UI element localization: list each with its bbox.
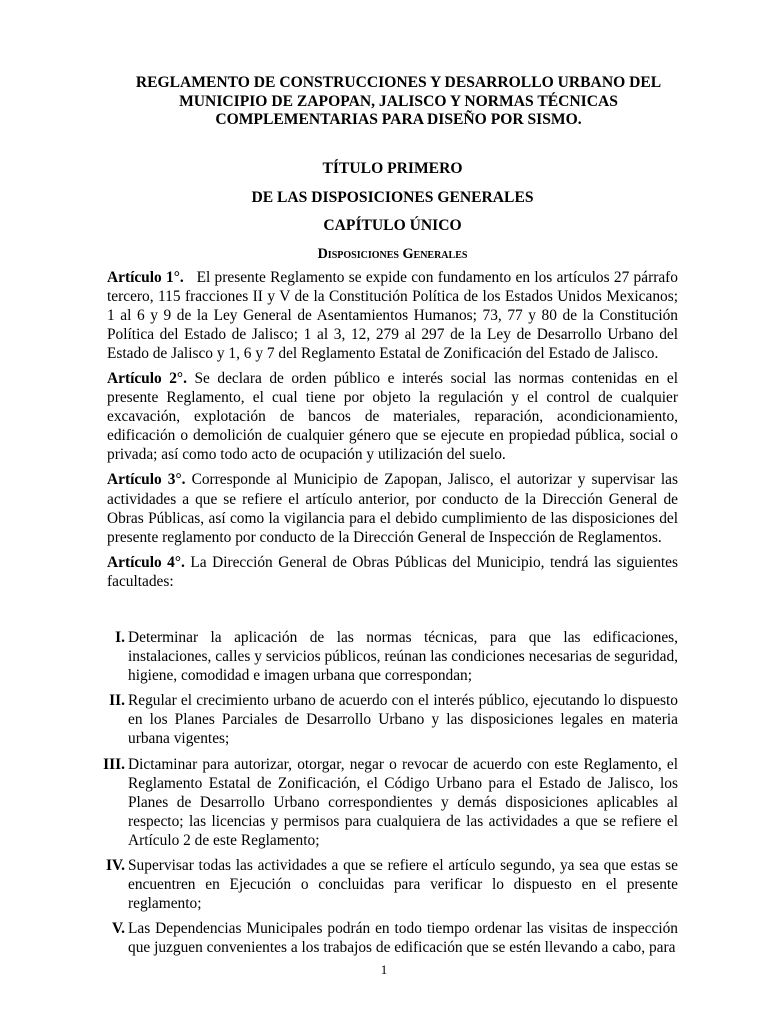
list-item-text: Regular el crecimiento urbano de acuerdo con el interés público, ejecutando lo dispuesto en los Planes Parciales de Desarrollo Urbano y las disposiciones legales en materia urbana vigentes;: [128, 692, 678, 748]
list-item-text: Dictaminar para autorizar, otorgar, negar o revocar de acuerdo con este Reglamento, el Reglamento Estatal de Zonificación, el Código Urbano para el Estado de Jalisco, los Planes de Desarrollo Urbano correspondientes y demás disposiciones aplicables al respecto; las licencias y permisos para cualquiera de las actividades a que se refiere el Artículo 2 de este Reglamento;: [128, 755, 678, 849]
article-text: El presente Reglamento se expide con fundamento en los artículos 27 párrafo tercero, 115 fracciones II y V de la Constitución Política de los Estados Unidos Mexicanos; 1 al 6 y 9 de la Ley General de Asentamientos Humanos; 73, 77 y 80 de la Constitución Política del Estado de Jalisco; 1 al 3, 12, 279 al 297 de la Ley de Desarrollo Urbano del Estado de Jalisco y 1, 6 y 7 del Reglamento Estatal de Zonificación del Estado de Jalisco.: [107, 268, 678, 362]
list-item-text: Determinar la aplicación de las normas técnicas, para que las edificaciones, instalaciones, calles y servicios públicos, reúnan las condiciones necesarias de seguridad, higiene, comodidad e imagen urbana que correspondan;: [128, 629, 678, 685]
article-1: [107, 268, 678, 363]
list-item: [107, 919, 678, 957]
article-3: [107, 470, 678, 546]
article-4: [107, 553, 678, 591]
article-text: La Dirección General de Obras Públicas del Municipio, tendrá las siguientes facultades:: [107, 553, 679, 590]
list-item: [103, 755, 678, 850]
subtitle-heading: Disposiciones Generales: [317, 245, 468, 262]
list-item: [107, 691, 678, 748]
list-item: [107, 856, 678, 913]
disposiciones-heading: DE LAS DISPOSICIONES GENERALES: [251, 188, 534, 206]
list-item-text: Supervisar todas las actividades a que se refiere el artículo segundo, ya sea que estas se encuentren en Ejecución o concluidas para verificar lo dispuesto en el presente reglamento;: [128, 857, 678, 913]
list-item-number: III.: [103, 755, 125, 773]
article-2: [107, 369, 678, 464]
fracciones-list: [103, 628, 678, 958]
list-item-number: IV.: [106, 857, 125, 875]
titulo-heading: TÍTULO PRIMERO: [322, 159, 463, 177]
article-label: Artículo 1°.: [107, 268, 184, 286]
list-item-number: V.: [112, 920, 125, 938]
article-text: Se declara de orden público e interés social las normas contenidas en el presente Reglamento, el cual tiene por objeto la regulación y el control de cualquier excavación, explotación de bancos de materiales, reparación, acondicionamiento, edificación o demolición de cualquier género que se ejecute en propiedad pública, social o privada; así como todo acto de ocupación y utilización del suelo.: [107, 369, 678, 464]
page-number: 1: [380, 962, 388, 977]
document-title: REGLAMENTO DE CONSTRUCCIONES Y DESARROLLO URBANO DEL MUNICIPIO DE ZAPOPAN, JALISCO Y NORMAS TÉCNICAS COMPLEMENTARIAS PARA DISEÑO POR SISMO.: [135, 74, 662, 128]
capitulo-heading: CAPÍTULO ÚNICO: [323, 216, 462, 234]
list-item-number: I.: [115, 629, 125, 646]
article-text: Corresponde al Municipio de Zapopan, Jalisco, el autorizar y supervisar las actividades a que se refiere el artículo anterior, por conducto de la Dirección General de Obras Públicas, así como la vigilancia para el debido cumplimiento de las disposiciones del presente reglamento por conducto de la Dirección General de Inspección de Reglamentos.: [107, 471, 678, 546]
article-label: Artículo 3°.: [107, 471, 186, 489]
list-item-number: II.: [109, 692, 125, 710]
article-label: Artículo 4°.: [107, 553, 185, 571]
list-item: [107, 628, 678, 685]
article-label: Artículo 2°.: [107, 369, 187, 387]
list-item-text: Las Dependencias Municipales podrán en todo tiempo ordenar las visitas de inspección que juzguen convenientes a los trabajos de edificación que se estén llevando a cabo, para: [128, 920, 678, 957]
